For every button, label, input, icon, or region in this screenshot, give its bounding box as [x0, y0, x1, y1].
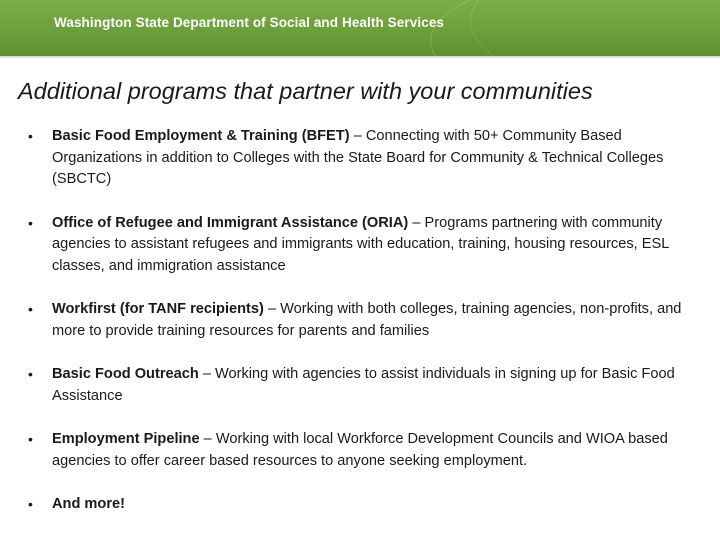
program-name: Basic Food Outreach [52, 366, 199, 382]
list-item [28, 299, 698, 342]
page-title: Additional programs that partner with your communities [18, 78, 593, 104]
separator: – [263, 301, 281, 317]
program-name: Employment Pipeline [52, 431, 200, 447]
separator: – [408, 214, 425, 231]
program-description: Working with local Workforce Development Councils and WIOA based agencies to offer career based resources to anyone seeking employment. [52, 431, 668, 469]
program-name: Basic Food Employment & Training (BFET) [52, 128, 350, 144]
separator: – [199, 431, 216, 447]
bullet-icon: • [28, 301, 33, 317]
list-item [28, 213, 698, 278]
header-banner [0, 0, 720, 56]
separator: – [349, 128, 366, 144]
program-description: Working with agencies to assist individuals in signing up for Basic Food Assistance [52, 366, 675, 404]
program-description: Connecting with 50+ Community Based Organizations in addition to Colleges with the State Board for Community & Technical Colleges (SBCTC) [52, 128, 664, 187]
program-description: Programs partnering with community agencies to assistant refugees and immigrants with education, training, housing resources, ESL classes, and immigration assistance [52, 214, 669, 274]
program-name: Workfirst (for TANF recipients) [52, 301, 264, 317]
program-description: Working with both colleges, training agencies, non-profits, and more to provide training resources for parents and families [52, 301, 682, 339]
list-item [28, 364, 698, 407]
header-shadow [0, 56, 720, 59]
header-decorative-curve [470, 0, 720, 56]
bullet-icon: • [28, 366, 33, 382]
bullet-icon: • [28, 496, 33, 512]
bullet-icon: • [28, 214, 33, 231]
program-name: Office of Refugee and Immigrant Assistance (ORIA) [52, 214, 409, 231]
bullet-icon: • [28, 128, 33, 144]
list-item [28, 494, 698, 516]
bullet-icon: • [28, 431, 33, 447]
program-list [28, 126, 698, 538]
organization-name: Washington State Department of Social and Health Services [54, 15, 445, 30]
list-item [28, 126, 698, 191]
separator: – [198, 366, 216, 382]
list-item [28, 429, 698, 472]
program-name: And more! [52, 496, 125, 512]
